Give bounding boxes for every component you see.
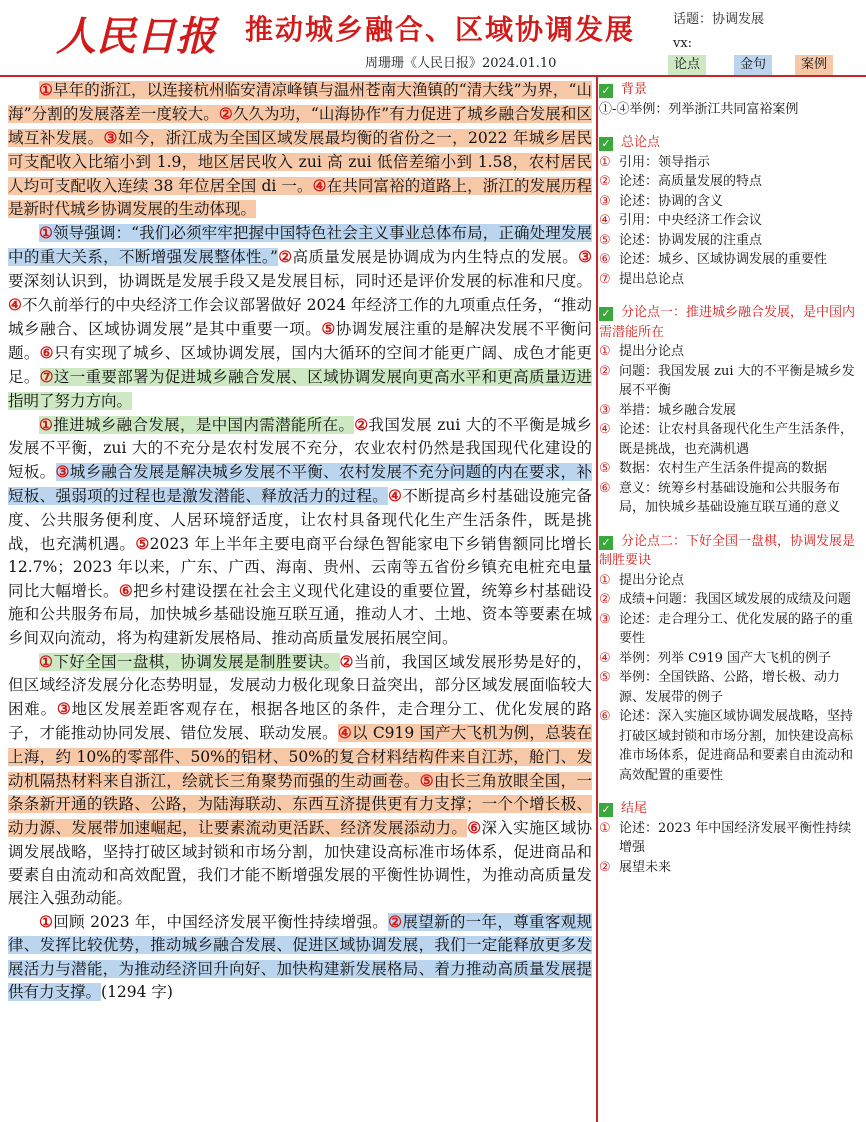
sentence: ⑥只有实现了城乡、区域协调发展，国内大循环的空间才能更广阔、成色才能更足。 (8, 343, 592, 387)
section-title: 背景 (621, 82, 648, 97)
list-item: ③ 论述：走合理分工、优化发展的路子的重要性 (599, 611, 854, 646)
list-item: ① 论述：2023 年中国经济发展平衡性持续增强 (599, 820, 852, 855)
list-item: ② 展望未来 (599, 859, 672, 875)
legend-golden-sentence: 金句 (734, 55, 772, 75)
list-item: ⑦ 提出总论点 (599, 271, 685, 287)
list-item: ④ 举例：列举 C919 国产大飞机的例子 (599, 650, 832, 666)
article-title: 推动城乡融合、区域协调发展 (245, 13, 636, 46)
list-item: ⑥ 意义：统筹乡村基础设施和公共服务布局，加快城乡基础设施互联互通的意义 (599, 480, 841, 515)
legend-case: 案例 (795, 55, 833, 75)
sentence: ②高质量发展是协调成为内生特点的发展。 (277, 247, 579, 267)
list-item: ④ 引用：中央经济工作会议 (599, 213, 763, 228)
sentence: ④以 C919 国产大飞机为例，总装在上海，约 10%的零部件、50%的铝材、50%的复合材料结构件来自江苏，舱门、发动机隔热材料来自浙江，绘就长三角聚势而强的生动画卷。 (8, 723, 592, 790)
list-item: ④ 论述：让农村具备现代化生产生活条件，既是挑战，也充满机遇 (599, 422, 854, 457)
legend-argument: 论点 (668, 55, 706, 75)
section-main-point (599, 133, 859, 289)
topic-label: 话题：协调发展 (673, 12, 765, 27)
sentence: ①下好全国一盘棋，协调发展是制胜要诀。 (39, 651, 340, 671)
sentence: ③城乡融合发展是解决城乡发展不平衡、农村发展不充分问题的内在要求，补短板、强弱项的过程也是激发潜能、释放活力的过程。 (8, 462, 592, 506)
list-item: ⑤ 论述：协调发展的注重点 (599, 232, 763, 248)
paragraph-5 (8, 910, 592, 1004)
vx-label: vx: (673, 36, 693, 51)
paragraph-1 (8, 78, 592, 221)
sentence: ⑤2023 年上半年主要电商平台绿色智能家电下乡销售额同比增长 12.7%；2023 年以来，广东、广西、海南、贵州、云南等五省份乡镇充电桩充电量同比大幅增长。 (8, 533, 592, 601)
sentence: ③要深刻认识到，协调既是发展手段又是发展目标，同时还是评价发展的标准和尺度。 (8, 247, 592, 290)
sentence: ①早年的浙江，以连接杭州临安清凉峰镇与温州苍南大渔镇的“清大线”为界，“山海”分割的发展落差一度较大。 (8, 80, 592, 124)
check-icon: ✓ (599, 137, 613, 151)
sentence: ③如今，浙江成为全国区域发展最均衡的省份之一，2022 年城乡居民可支配收入比缩小到 1.9，地区居民收入 zui 高 zui 低倍差缩小到 1.58，农村居民人均可支配收入连续 38 年位居全国 di 一。 (8, 128, 592, 195)
list-item: ③ 论述：协调的含义 (599, 193, 724, 209)
list-item: ② 论述：高质量发展的特点 (599, 174, 763, 189)
header-divider (0, 75, 866, 77)
outline-sidebar (599, 80, 859, 891)
paragraph-3 (8, 413, 592, 650)
sentence: ⑦这一重要部署为促进城乡融合发展、区域协调发展向更高水平和更高质量迈进指明了努力方向。 (8, 367, 592, 410)
list-item: ② 成绩+问题：我国区域发展的成绩及问题 (599, 592, 851, 607)
check-icon: ✓ (599, 536, 613, 550)
section-sub-point-1 (599, 303, 859, 518)
article-source: 周珊珊《人民日报》2024.01.10 (365, 56, 557, 71)
section-ending (599, 799, 859, 877)
paragraph-4 (8, 650, 592, 910)
sentence: ④在共同富裕的道路上，浙江的发展历程是新时代城乡协调发展的生动体现。 (8, 175, 592, 219)
sentence: ⑤由长三角放眼全国，一条条新开通的铁路、公路，为陆海联动、东西互济提供更有力支撑；一个个增长极、动力源、发展带加速崛起，让要素流动更活跃、经济发展添动力。 (8, 770, 592, 838)
section-title: 分论点一：推进城乡融合发展，是中国内需潜能所在 (599, 305, 856, 340)
sentence: ③地区发展差距客观存在，根据各地区的条件，走合理分工、优化发展的路子，才能推动协同发展、错位发展、联动发展。 (8, 699, 592, 743)
list-item: ⑤ 举例：全国铁路、公路，增长极、动力源、发展带的例子 (599, 670, 841, 705)
check-icon: ✓ (599, 307, 613, 321)
list-item: ③ 举措：城乡融合发展 (599, 402, 737, 418)
section-sub-point-2 (599, 532, 859, 786)
section-title: 结尾 (621, 801, 648, 816)
sentence: ⑥深入实施区域协调发展战略，坚持打破区域封锁和市场分割，加快建设高标准市场体系，促进商品和要素自由流动和高效配置，我们才能不断增强发展的平衡性协调性，为推动高质量发展注入强劲动能。 (8, 818, 592, 907)
check-icon: ✓ (599, 84, 613, 98)
svg-text:人民日报: 人民日报 (56, 13, 216, 60)
section-title: 分论点二：下好全国一盘棋，协调发展是制胜要诀 (599, 533, 856, 568)
column-divider (596, 76, 598, 1122)
sentence: ④不断提高乡村基础设施完备度、公共服务便利度、人居环境舒适度，让农村具备现代化生产生活条件，既是挑战，也充满机遇。 (8, 486, 592, 553)
list-item: ⑥ 论述：深入实施区域协调发展战略，坚持打破区域封锁和市场分割，加快建设高标准市场体系，促进商品和要素自由流动和高效配置的重要性 (599, 709, 854, 783)
sentence: ②展望新的一年，尊重客观规律、发挥比较优势，推动城乡融合发展、促进区域协调发展，我们一定能释放更多发展活力与潜能，为推动经济回升向好、加快构建新发展格局、着力推动高质量发展提供有力支撑。 (8, 912, 592, 1001)
sentence: ④不久前举行的中央经济工作会议部署做好 2024 年经济工作的九项重点任务，“推动城乡融合、区域协调发展”是其中重要一项。 (8, 294, 592, 339)
people-daily-logo (54, 6, 224, 62)
list-item: ⑥ 论述：城乡、区域协调发展的重要性 (599, 252, 828, 267)
sentence: ②当前，我国区域发展形势是好的，但区域经济发展分化态势明显，发展动力极化现象日益突出，部分区域发展面临较大困难。 (8, 651, 592, 719)
list-item: ① 引用：领导指示 (599, 154, 711, 170)
sentence: ⑥把乡村建设摆在社会主义现代化建设的重要位置，统筹乡村基础设施和公共服务布局，加快城乡基础设施互联互通，推动人才、土地、资本等要素在城乡间双向流动，将为构建新发展格局、推动高质量发展拓展空间。 (8, 581, 592, 647)
sentence: ②久久为功，“山海协作”有力促进了城乡融合发展和区域互补发展。 (8, 104, 592, 148)
sentence: ①回顾 2023 年，中国经济发展平衡性持续增强。 (39, 912, 389, 932)
section-title: 总论点 (621, 135, 661, 150)
word-count: (1294 字) (101, 982, 173, 1001)
check-icon: ✓ (599, 803, 613, 817)
sentence: ①推进城乡融合发展，是中国内需潜能所在。 (39, 414, 355, 434)
section-note: ①-④举例：列举浙江共同富裕案例 (599, 101, 799, 117)
list-item: ① 提出分论点 (599, 572, 685, 588)
paragraph-2 (8, 221, 592, 413)
sentence: ⑤协调发展注重的是解决发展不平衡问题。 (8, 319, 592, 363)
section-background (599, 80, 859, 119)
article-body (8, 78, 592, 1004)
list-item: ⑤ 数据：农村生产生活条件提高的数据 (599, 461, 828, 476)
list-item: ② 问题：我国发展 zui 大的不平衡是城乡发展不平衡 (599, 363, 855, 398)
sentence: ①领导强调：“我们必须牢牢把握中国特色社会主义事业总体布局，正确处理发展中的重大关系，不断增强发展整体性。” (8, 223, 592, 267)
sentence: ②我国发展 zui 大的不平衡是城乡发展不平衡，zui 大的不充分是农村发展不充分，农业农村仍然是我国现代化建设的短板。 (8, 414, 592, 482)
list-item: ① 提出分论点 (599, 344, 685, 359)
